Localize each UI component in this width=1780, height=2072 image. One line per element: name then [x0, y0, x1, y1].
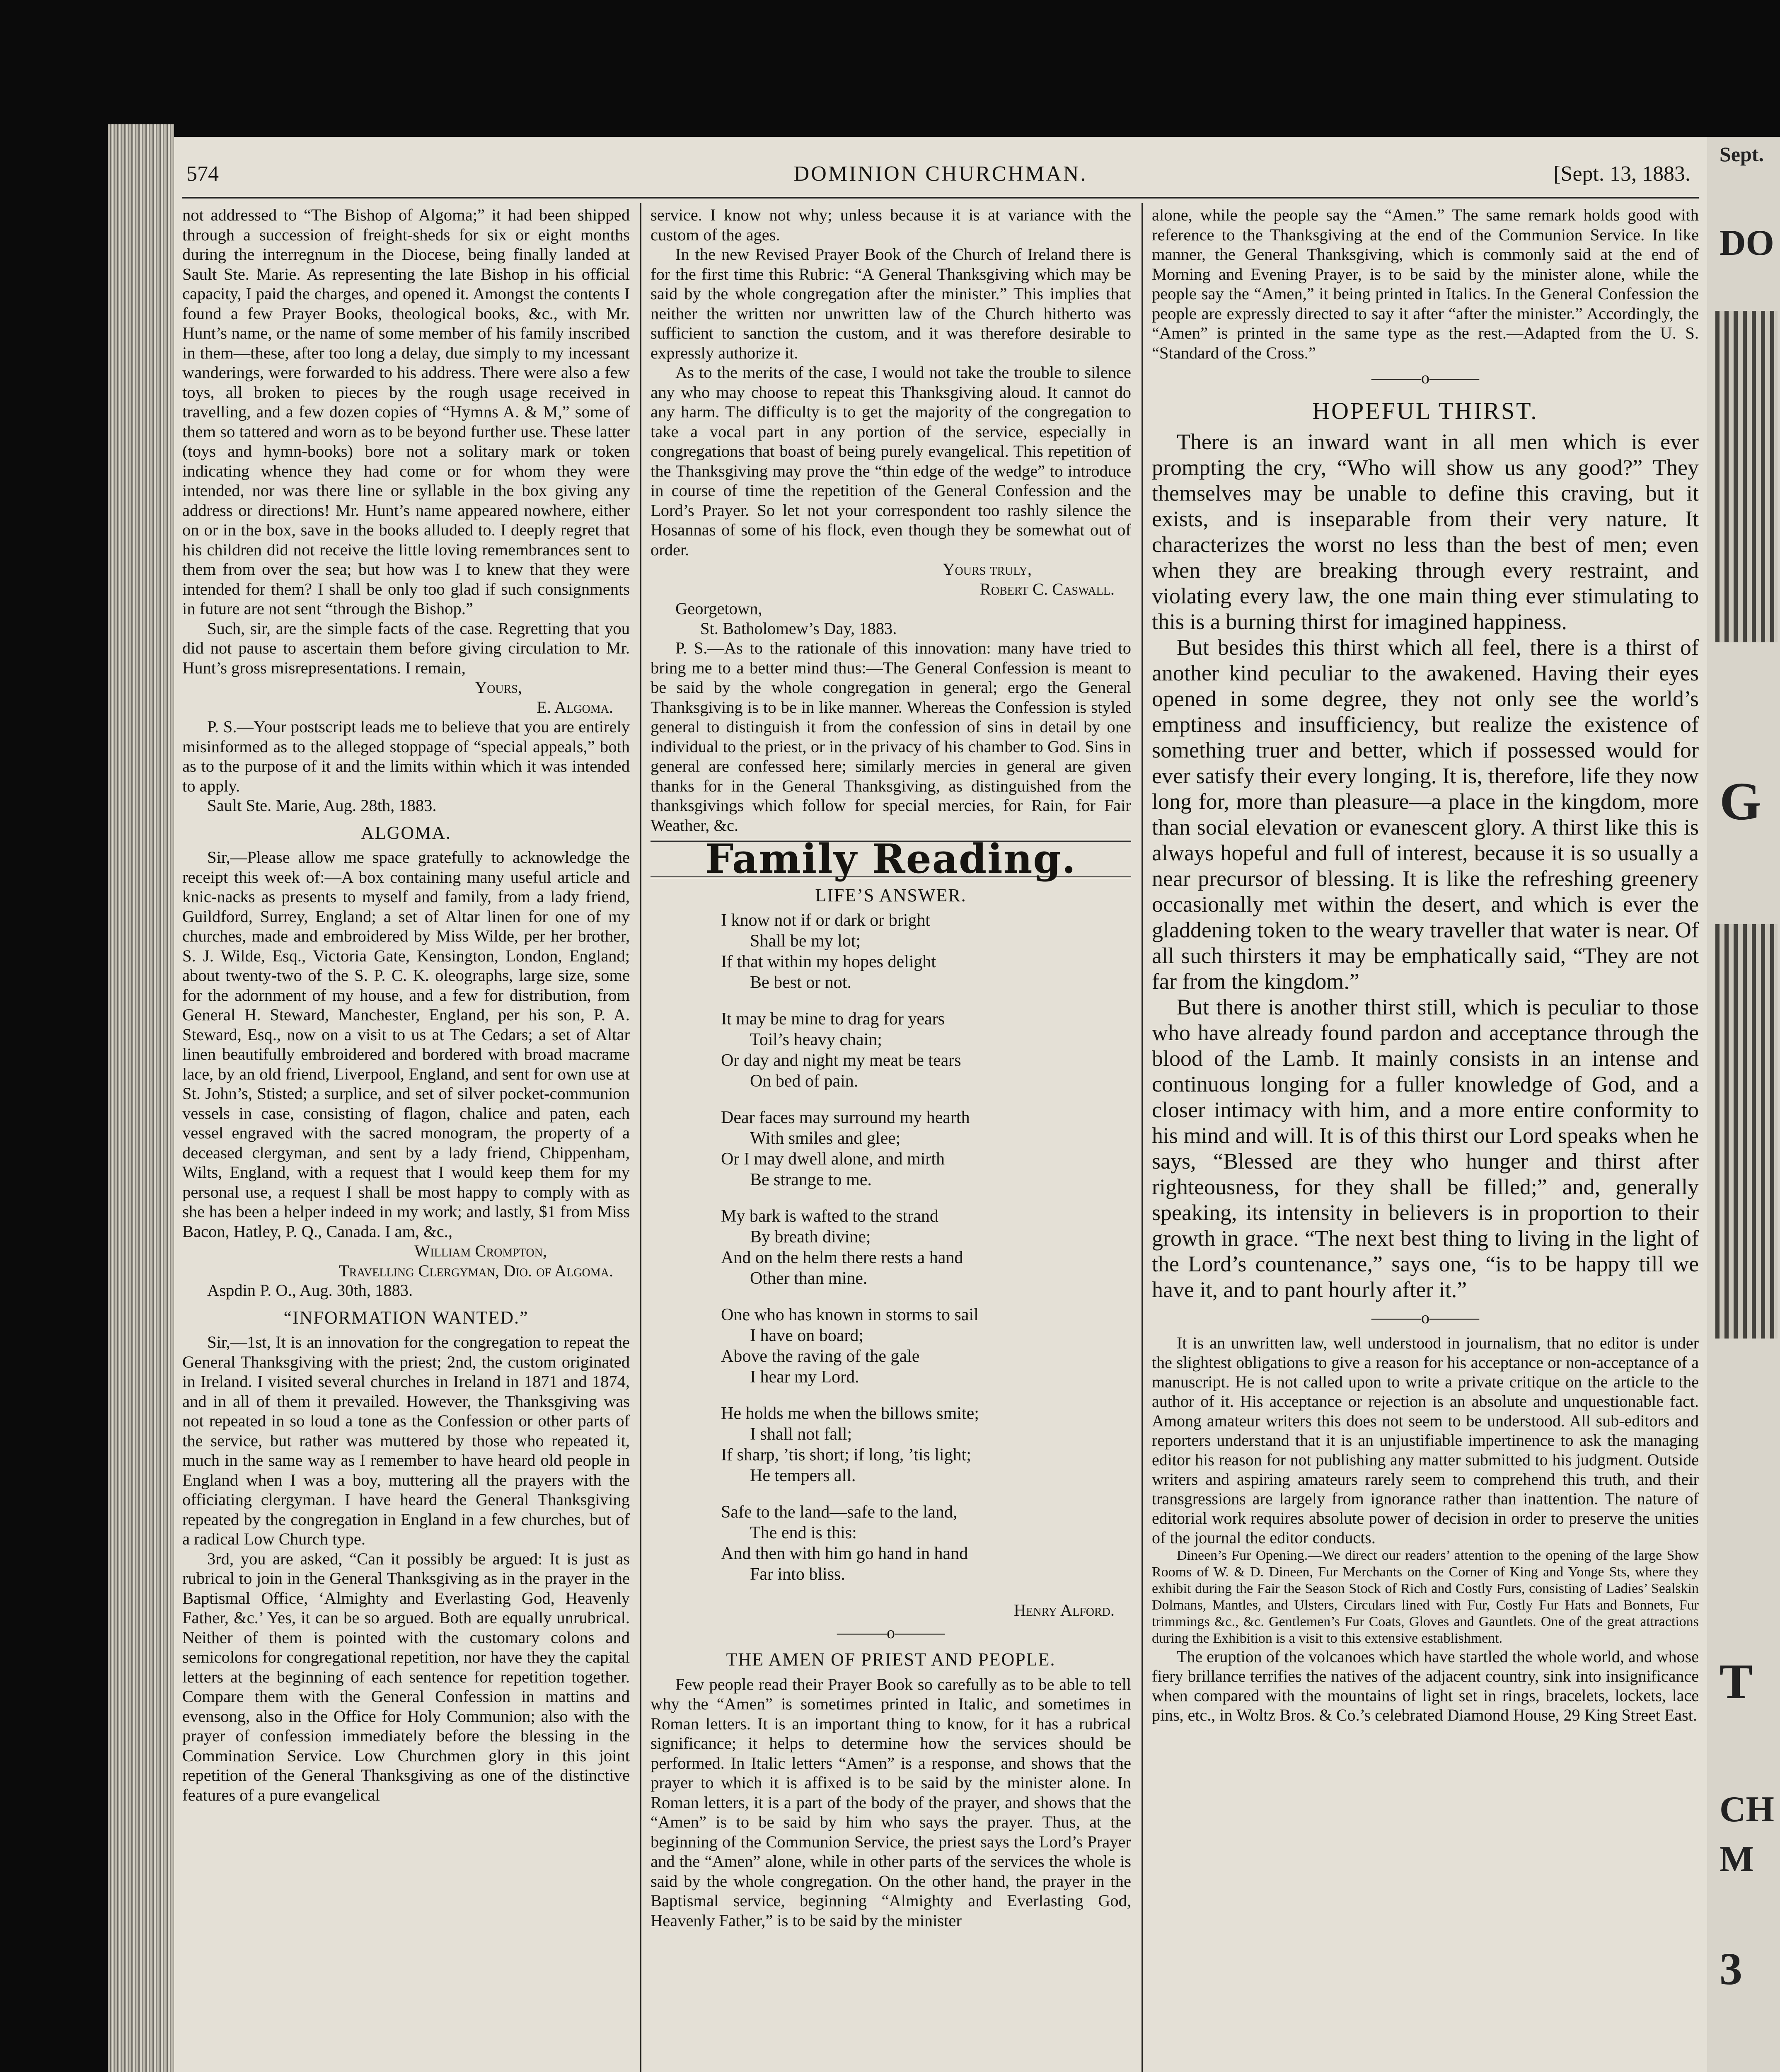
poem-stanza: [721, 1206, 1131, 1289]
poem-line: Or I may dwell alone, and mirth: [721, 1150, 945, 1169]
signature-closing: Yours,: [474, 678, 522, 697]
poem-line: I have on board;: [750, 1326, 864, 1345]
poem-line: Far into bliss.: [750, 1565, 845, 1584]
page-header: [174, 157, 1707, 195]
poem-line: He tempers all.: [750, 1466, 856, 1485]
ornament-divider: ———o———: [1371, 1308, 1479, 1327]
column-3: [1152, 205, 1699, 2072]
paragraph: P. S.—Your postscript leads me to believe that you are entirely misinformed as to the alleged stoppage of “special appeals,” both as to the purpose of it and the limits within which it was intended to apply.: [182, 717, 630, 795]
poem-author: Henry Alford.: [1014, 1601, 1115, 1619]
poem-stanza: [721, 1107, 1131, 1190]
poem-line: Above the raving of the gale: [721, 1347, 920, 1366]
poem-line: Dear faces may surround my hearth: [721, 1108, 970, 1127]
issue-date: [Sept. 13, 1883.: [1553, 162, 1691, 186]
engraving-fragment: [1715, 311, 1778, 642]
article-title: “INFORMATION WANTED.”: [283, 1307, 529, 1328]
poem-stanza: [721, 1009, 1131, 1092]
signature-name: Robert C. Caswall.: [979, 579, 1115, 598]
paragraph: It is an unwritten law, well understood in journalism, that no editor is under the slightest obligations to give a reason for his acceptance or non-acceptance of a manuscript. He is not called upon to write a private critique on the article to the author of it. His acceptance or rejection is an absolute and unquestionable fact. Among amateur writers this does not seem to be understood. All sub-editors and reporters understand that it is an unjustifiable impertinence to ask the managing editor his reason for not publishing any matter submitted to his judgment. Outside writers and aspiring amateurs rarely seem to comprehend this truth, and their transgressions are largely from ignorance rather than inattention. The nature of editorial work requires absolute power of decision in order to preserve the unities of the journal the editor conducts.: [1152, 1334, 1699, 1547]
paragraph: not addressed to “The Bishop of Algoma;” it had been shipped through a succession of freight-sheds for six or eight months during the interregnum in the Diocese, being finally landed at Sault Ste. Marie. As representing the late Bishop in his official capacity, I paid the charges, and opened it. Amongst the contents I found a few Prayer Books, theological books, &c., with Mr. Hunt’s name, or the name of some member of his family inscribed in them—these, after too long a delay, due simply to my incessant wanderings, were forwarded to his address. There were also a few toys, all broken to pieces by the rough usage received in travelling, and a few dozen copies of “Hymns A. & M,” some of them so tattered and worn as to be beyond further use. These latter (toys and hymn-books) bore not a solitary mark or token indicating whence they had come or for whom they were intended, nor was there line or syllable in the box giving any address or directions! Mr. Hunt’s name appeared nowhere, either on or in the box, save in the books alluded to. I deeply regret that his children did not receive the little loving remembrances sent to them from over the sea; but how was I to knew that they were intended for them? I shall be only too glad if such consignments in future are not sent “through the Bishop.”: [182, 206, 630, 618]
dateline: Sault Ste. Marie, Aug. 28th, 1883.: [207, 796, 437, 815]
poem-line: Safe to the land—safe to the land,: [721, 1503, 958, 1522]
place-line: Georgetown,: [675, 599, 762, 618]
paragraph: Few people read their Prayer Book so carefully as to be able to tell why the “Amen” is sometimes printed in Italic, and sometimes in Roman letters. It is an important thing to know, for it has a rubrical significance; it helps to determine how the services should be performed. In Italic letters “Amen” is a response, and shows that the prayer to which it is affixed is to be said by the minister alone. In Roman letters, it is a part of the body of the prayer, and shows that the “Amen” is to be said by him who says the prayer. Thus, at the beginning of the Communion Service, the priest says the Lord’s Prayer and the “Amen” alone, while in other parts of the services the whole is said by the whole congregation. On the other hand, the prayer in the Baptismal service, beginning “Almighty and Everlasting God, Heavenly Father,” is to be said by the minister: [651, 1675, 1131, 1930]
poem-line: I know not if or dark or bright: [721, 911, 931, 930]
ornament-divider: ———o———: [1371, 368, 1479, 387]
header-rule: [182, 197, 1699, 198]
poem-line: He holds me when the billows smite;: [721, 1404, 979, 1423]
poem-line: With smiles and glee;: [750, 1129, 901, 1148]
poem-line: And then with him go hand in hand: [721, 1544, 968, 1563]
poem-line: Or day and night my meat be tears: [721, 1051, 961, 1070]
poem-stanza: [721, 1502, 1131, 1585]
poem-line: If that within my hopes delight: [721, 952, 936, 971]
article-title: HOPEFUL THIRST.: [1312, 397, 1538, 424]
column-2: [651, 205, 1131, 2072]
paragraph: Sir,—1st, It is an innovation for the congregation to repeat the General Thanksgiving with the priest; 2nd, the custom originated in Ireland. I visited several churches in Ireland in 1871 and 1874, and in all of them it prevailed. However, the Thanksgiving was not repeated in so loud a tone as the Confession or other parts of the service, but rather was muttered by those who repeated it, much in the same way as I remember to have heard old people in England when I was a boy, muttering all the prayers with the officiating clergyman. I have heard the General Thanksgiving repeated by the congregation in England in a few churches, but of a radical Low Church type.: [182, 1333, 630, 1548]
adjacent-page-letter: M: [1720, 1839, 1754, 1879]
poem-line: Shall be my lot;: [750, 932, 861, 951]
paragraph: 3rd, you are asked, “Can it possibly be argued: It is just as rubrical to join in the General Thanksgiving as in the prayer in the Baptismal Office, ‘Almighty and Everlasting God, Heavenly Father, &c.’ Yes, it can be so argued. Both are equally unrubrical. Neither of them is pointed with the customary colons and semicolons for congregational repetition, nor have they the capital letters at the beginning of each sentence for repetition together. Compare them with the General Confession in mattins and evensong, also in the Office for Holy Communion; also with the prayer of confession immediately before the blessing in the Commination Service. Low Churchmen glory in this joint repetition of the General Thanksgiving as one of the distinctive features of a pure evangelical: [182, 1549, 630, 1804]
poem-line: On bed of pain.: [750, 1072, 859, 1091]
signature-name: E. Algoma.: [537, 697, 613, 716]
poem-stanza: [721, 910, 1131, 993]
paragraph: In the new Revised Prayer Book of the Church of Ireland there is for the first time this Rubric: “A General Thanksgiving which may be said by the whole congregation after the minister.” This implies that neither the written nor unwritten law of the Church hitherto was sufficient to sanction the custom, and it was therefore desirable to expressly authorize it.: [651, 245, 1131, 362]
poem-line: Toil’s heavy chain;: [750, 1030, 882, 1049]
paragraph: But besides this thirst which all feel, there is a thirst of another kind peculiar to the awakened. Having their eyes opened in some degree, they not only see the world’s emptiness and insufficiency, but realize the existence of something truer and better, which if possessed would for ever satisfy their every longing. It is, therefore, life they now long for, more than pleasure—a place in the kingdom, more than social elevation or evanescent glory. A thirst like this is always hopeful and full of interest, because it is so usually a near precursor of blessing. It is like the refreshing greenery occasionally met within the desert, and which is ever the gladdening token to the weary traveller that water is near. Of all such thirsters it may be emphatically said, “They are not far from the kingdom.”: [1152, 635, 1699, 994]
section-heading: Family Reading.: [705, 835, 1076, 882]
dateline: Aspdin P. O., Aug. 30th, 1883.: [207, 1281, 413, 1300]
signature-closing: Yours truly,: [943, 560, 1032, 579]
poem-stanza: [721, 1403, 1131, 1486]
paragraph: Sir,—Please allow me space gratefully to acknowledge the receipt this week of:—A box containing many useful article and knic-nacks as presents to myself and family, from a lady friend, Guildford, Surrey, England; a set of Altar linen for one of my churches, made and embroidered by Miss Wilde, per her brother, S. J. Wilde, Esq., Victoria Gate, Kensington, London, England; about twenty-two of the S. P. C. K. oleographs, large size, some for the adornment of my house, and a few for distribution, from General H. Steward, Manchester, England, per his son, P. A. Steward, Esq., now on a visit to us at The Cedars; a set of Altar linen beautifully embroidered and bordered with broad macrame lace, by an old friend, Liverpool, England, and sent for own use at St. John’s, Stisted; a surplice, and set of silver pocket-communion vessels in case, consisting of flagon, chalice and paten, each vessel engraved with the sacred monogram, the property of a deceased clergyman, and sent by a lady friend, Chippenham, Wilts, England, with a request that I would keep them for my personal use, a request I shall be most happy to comply with as she has been a helper indeed in my work; and lastly, $1 from Miss Bacon, Hatley, P. Q., Canada. I am, &c.,: [182, 848, 630, 1241]
adjacent-page-letter: G: [1720, 772, 1762, 831]
paragraph: As to the merits of the case, I would not take the trouble to silence any who may choose to repeat this Thanksgiving aloud. It cannot do any harm. The difficulty is to get the majority of the congregation to take a vocal part in any portion of the service, especially in congregations that boast of being purely evangelical. This repetition of the Thanksgiving may prove the “thin edge of the wedge” to introduce in course of time the repetition of the General Confession and the Lord’s Prayer. So let not your correspondent too rashly silence the Hosannas of some of his flock, even though they be somewhat out of order.: [651, 363, 1131, 559]
advertisement-paragraph: Dineen’s Fur Opening.—We direct our readers’ attention to the opening of the large Show Rooms of W. & D. Dineen, Fur Merchants on the Corner of King and Yonge Sts, where they exhibit during the Fair the Season Stock of Rich and Costly Furs, consisting of Ladies’ Sealskin Dolmans, Mantles, and Ulsters, Circulars lined with Fur, Costly Fur Hats and Bonnets, Fur trimmings &c., &c. Gentlemen’s Fur Coats, Gloves and Gauntlets. One of the great attractions during the Exhibition is a visit to this extensive establishment.: [1152, 1548, 1699, 1646]
adjacent-page-letter: CH: [1720, 1789, 1774, 1830]
poem-line: It may be mine to drag for years: [721, 1009, 945, 1029]
ornament-divider: ———o———: [837, 1623, 945, 1642]
poem-line: I hear my Lord.: [750, 1368, 859, 1387]
adjacent-page-date: Sept.: [1720, 143, 1764, 166]
paragraph: There is an inward want in all men which is ever prompting the cry, “Who will show us any good?” They themselves may be unable to define this craving, but it exists, and is inseparable from their very nature. It characterizes the worst no less than the best of men; even when they are breaking through every restraint, and violating every law, the one main thing ever stimulating to this is a burning thirst for imagined happiness.: [1152, 429, 1699, 634]
paragraph: service. I know not why; unless because it is at variance with the custom of the ages.: [651, 206, 1131, 244]
date-line: St. Batholomew’s Day, 1883.: [700, 619, 897, 638]
masthead: DOMINION CHURCHMAN.: [793, 162, 1088, 186]
adjacent-page-letter: T: [1720, 1654, 1753, 1709]
advertisement-paragraph: The eruption of the volcanoes which have startled the whole world, and whose fiery brillance terrifies the natives of the adjacent country, sink into insignificance when compared with the mountains of light set in rings, bracelets, lockets, lace pins, etc., in Woltz Bros. & Co.’s celebrated Diamond House, 29 King Street East.: [1152, 1647, 1699, 1724]
column-1: [182, 205, 630, 2072]
poem: [721, 910, 1131, 1585]
adjacent-page-letter: 3: [1720, 1944, 1742, 1994]
book-page-edges: [108, 124, 174, 2072]
poem-title: LIFE’S ANSWER.: [815, 885, 967, 905]
paragraph: Such, sir, are the simple facts of the case. Regretting that you did not pause to ascertain them before giving circulation to Mr. Hunt’s gross misrepresentations. I remain,: [182, 619, 630, 677]
column-divider: [640, 203, 641, 2072]
paragraph: P. S.—As to the rationale of this innovation: many have tried to bring me to a better mind thus:—The General Confession is meant to be said by the whole congregation in general; ergo the General Thanksgiving is to be in like manner. Whereas the Confession is styled general to distinguish it from the confession of sins in detail by one individual to the priest, or in the privacy of his chamber to God. Sins in general are confessed here; similarly mercies in general are given thanks for in the General Thanksgiving, as distinguished from the thanksgivings which follow for special mercies, for Rain, for Fair Weather, &c.: [651, 639, 1131, 835]
paragraph: But there is another thirst still, which is peculiar to those who have already found pardon and acceptance through the blood of the Lamb. It mainly consists in an intense and continuous longing for a fuller knowledge of God, and a closer intimacy with him, and a more entire conformity to his mind and will. It is of this thirst our Lord speaks when he says, “Blessed are they who hunger and thirst after righteousness, for they shall be filled;” and, generally speaking, its intensity in believers is in proportion to their growth in grace. “The next best thing to living in the light of the Lord’s countenance,” says one, “is to be happy till we have it, and to pant hourly after it.”: [1152, 995, 1699, 1302]
paragraph: alone, while the people say the “Amen.” The same remark holds good with reference to the Thanksgiving at the end of the Communion Service. In like manner, the General Thanksgiving, which is commonly said at the end of Morning and Evening Prayer, is to be said by the minister alone, while the people say the “Amen,” it being printed in Italics. In the General Confession the people are expressly directed to say it after “after the minister.” Accordingly, the “Amen” is printed in the same type as the rest.—Adapted from the U. S. “Standard of the Cross.”: [1152, 206, 1699, 362]
poem-line: One who has known in storms to sail: [721, 1305, 979, 1324]
poem-line: My bark is wafted to the strand: [721, 1207, 938, 1226]
column-divider: [1142, 203, 1143, 2072]
adjacent-page-masthead: DO: [1720, 223, 1774, 263]
poem-line: Other than mine.: [750, 1269, 868, 1288]
page-number: 574: [186, 162, 219, 186]
article-title: ALGOMA.: [360, 822, 452, 843]
poem-line: By breath divine;: [750, 1227, 871, 1247]
signature-title: Travelling Clergyman, Dio. of Algoma.: [339, 1261, 613, 1280]
poem-stanza: [721, 1305, 1131, 1387]
poem-line: And on the helm there rests a hand: [721, 1248, 963, 1267]
poem-line: The end is this:: [750, 1523, 857, 1542]
article-title: THE AMEN OF PRIEST AND PEOPLE.: [726, 1649, 1056, 1670]
poem-line: Be best or not.: [750, 973, 851, 992]
adjacent-page-strip: [1707, 137, 1780, 2072]
poem-line: I shall not fall;: [750, 1425, 852, 1444]
signature-name: William Crompton,: [414, 1242, 547, 1260]
engraving-fragment: [1715, 924, 1778, 1339]
newspaper-page: [174, 137, 1707, 2072]
poem-line: Be strange to me.: [750, 1170, 872, 1189]
poem-line: If sharp, ’tis short; if long, ’tis light;: [721, 1445, 971, 1464]
